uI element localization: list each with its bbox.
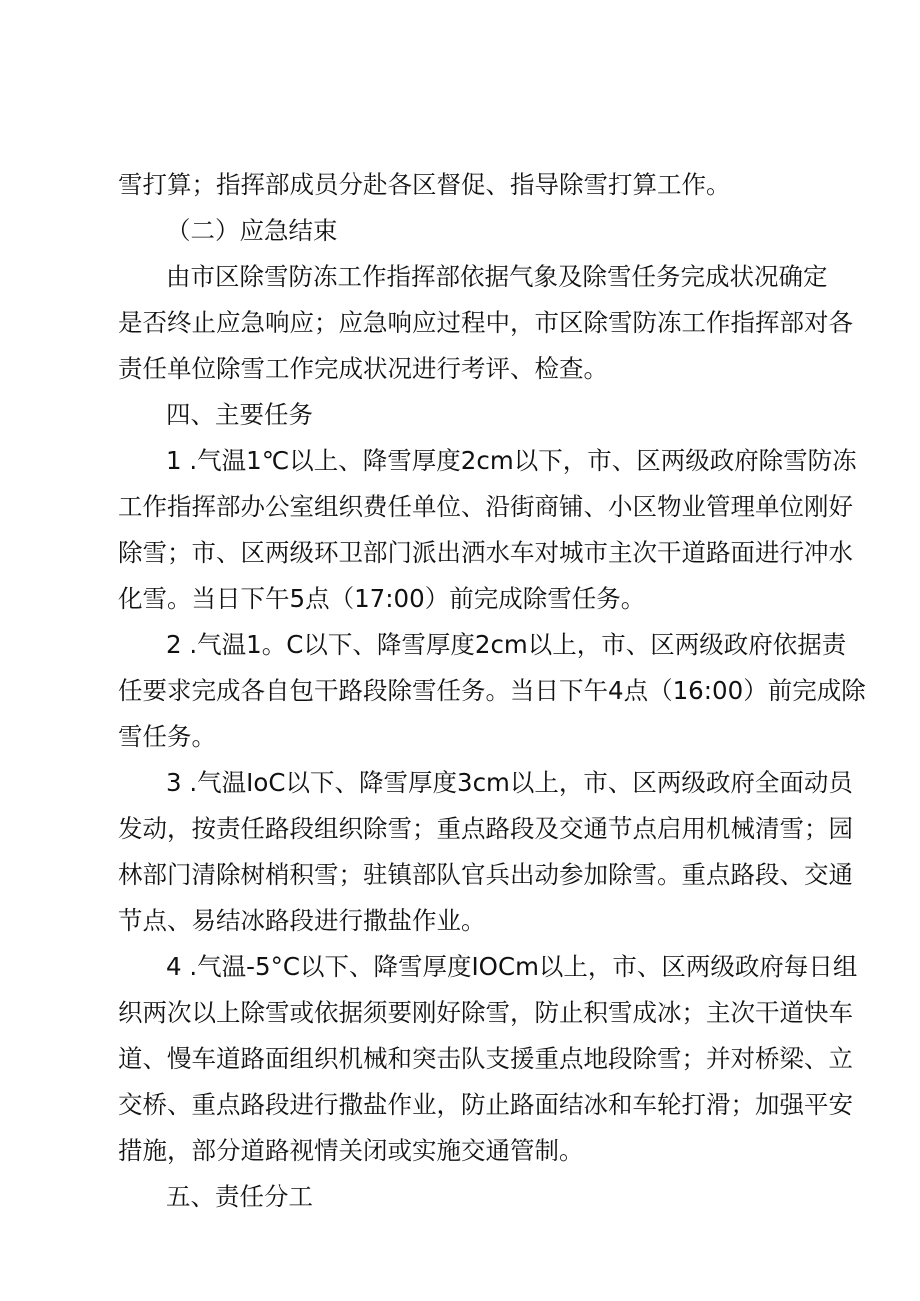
heading-main-tasks: 四、主要任务 <box>166 400 313 429</box>
text-line-13: 雪任务。 <box>118 722 216 751</box>
text-line-14: 3 .气温IoC以下、降雪厚度3cm以上，市、区两级政府全面动员 <box>166 768 853 797</box>
heading-responsibility: 五、责任分工 <box>166 1182 313 1211</box>
text-line-7: 1 .气温1℃以上、降雪厚度2cm以下，市、区两级政府除雪防冻 <box>166 446 857 475</box>
text-line-16: 林部门清除树梢积雪；驻镇部队官兵出动参加除雪。重点路段、交通 <box>118 860 853 889</box>
text-line-11: 2 .气温1。C以下、降雪厚度2cm以上，市、区两级政府依据责 <box>166 630 847 659</box>
text-line-4: 是否终止应急响应；应急响应过程中，市区除雪防冻工作指挥部对各 <box>118 308 853 337</box>
text-line-1: 雪打算；指挥部成员分赴各区督促、指导除雪打算工作。 <box>118 170 731 199</box>
text-line-19: 织两次以上除雪或依据须要刚好除雪，防止积雪成冰；主次干道快车 <box>118 998 853 1027</box>
text-line-17: 节点、易结冰路段进行撒盐作业。 <box>118 906 486 935</box>
text-line-20: 道、慢车道路面组织机械和突击队支援重点地段除雪；并对桥梁、立 <box>118 1044 853 1073</box>
text-line-12: 任要求完成各自包干路段除雪任务。当日下午4点（16:00）前完成除 <box>118 676 866 705</box>
text-line-21: 交桥、重点路段进行撒盐作业，防止路面结冰和车轮打滑；加强平安 <box>118 1090 853 1119</box>
text-line-10: 化雪。当日下午5点（17:00）前完成除雪任务。 <box>118 584 646 613</box>
text-line-3: 由市区除雪防冻工作指挥部依据气象及除雪任务完成状况确定 <box>166 262 828 291</box>
text-line-9: 除雪；市、区两级环卫部门派出洒水车对城市主次干道路面进行冲水 <box>118 538 853 567</box>
heading-emergency-end: （二）应急结束 <box>166 216 338 245</box>
text-line-18: 4 .气温-5°C以下、降雪厚度IOCm以上，市、区两级政府每日组 <box>166 952 858 981</box>
text-line-5: 责任单位除雪工作完成状况进行考评、检查。 <box>118 354 608 383</box>
text-line-15: 发动，按责任路段组织除雪；重点路段及交通节点启用机械清雪；园 <box>118 814 853 843</box>
text-line-8: 工作指挥部办公室组织费任单位、沿街商铺、小区物业管理单位刚好 <box>118 492 853 521</box>
text-line-22: 措施，部分道路视情关闭或实施交通管制。 <box>118 1136 584 1165</box>
